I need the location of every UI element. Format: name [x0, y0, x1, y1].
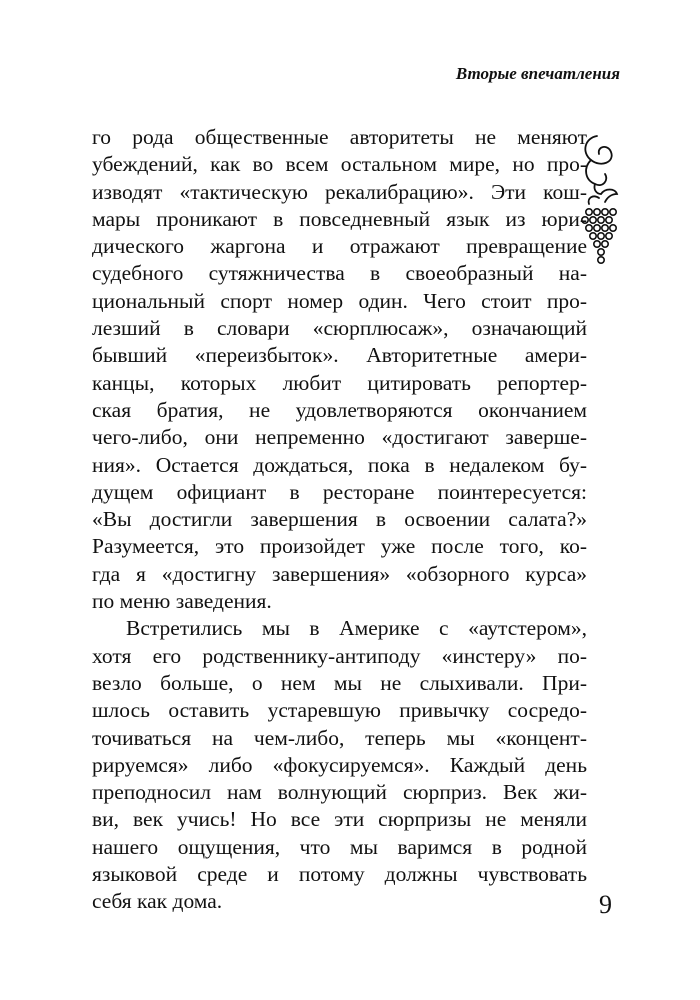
text-line: дического жаргона и отражают превращение: [92, 234, 587, 259]
text-line: везло больше, о нем мы не слыхивали. При-: [92, 670, 587, 695]
text-line: изводят «тактическую рекалибрацию». Эти кош-: [92, 179, 587, 204]
body-text: [92, 124, 587, 916]
text-line: языковой среде и потому должны чувствовать: [92, 862, 587, 887]
text-line: ния». Остается дождаться, пока в недалеком бу-: [92, 452, 587, 477]
text-line: Встретились мы в Америке с «аутстером»,: [126, 616, 587, 641]
page-number: 9: [599, 890, 612, 919]
text-line: мары проникают в повседневный язык из юри-: [92, 206, 587, 231]
text-line: шлось оставить устаревшую привычку сосредо-: [92, 698, 587, 723]
text-line: себя как дома.: [92, 889, 223, 914]
text-line: бывший «переизбыток». Авторитетные амери-: [92, 343, 587, 368]
text-line: убеждений, как во всем остальном мире, но про-: [92, 152, 587, 177]
paragraph-1: [92, 124, 587, 615]
text-line: хотя его родственнику-антиподу «инстеру» по-: [92, 643, 587, 668]
text-line: судебного сутяжничества в своеобразный на-: [92, 261, 587, 286]
text-line: точиваться на чем-либо, теперь мы «концент-: [92, 725, 587, 750]
text-line: рируемся» либо «фокусируемся». Каждый день: [92, 752, 587, 777]
paragraph-2: [92, 615, 587, 915]
text-line: гда я «достигну завершения» «обзорного курса»: [92, 561, 587, 586]
text-line: преподносил нам волнующий сюрприз. Век жи-: [92, 780, 587, 805]
text-line: лезший в словари «сюрплюсаж», означающий: [92, 316, 587, 341]
text-line: чего-либо, они непременно «достигают заверше-: [92, 425, 587, 450]
text-line: дущем официант в ресторане поинтересуется:: [92, 479, 587, 504]
text-line: по меню заведения.: [92, 589, 272, 614]
text-line: ская братия, не удовлетворяются окончанием: [92, 397, 587, 422]
text-line: «Вы достигли завершения в освоении салата?»: [92, 507, 587, 532]
text-line: ви, век учись! Но все эти сюрпризы не меняли: [92, 807, 587, 832]
text-line: канцы, которых любит цитировать репортер-: [92, 370, 587, 395]
text-line: нашего ощущения, что мы варимся в родной: [92, 834, 587, 859]
text-line: го рода общественные авторитеты не меняют: [92, 125, 587, 149]
text-line: циональный спорт номер один. Чего стоит про-: [92, 288, 587, 313]
text-line: Разумеется, это произойдет уже после того, ко-: [92, 534, 587, 559]
running-header: Вторые впечатления: [455, 64, 620, 83]
